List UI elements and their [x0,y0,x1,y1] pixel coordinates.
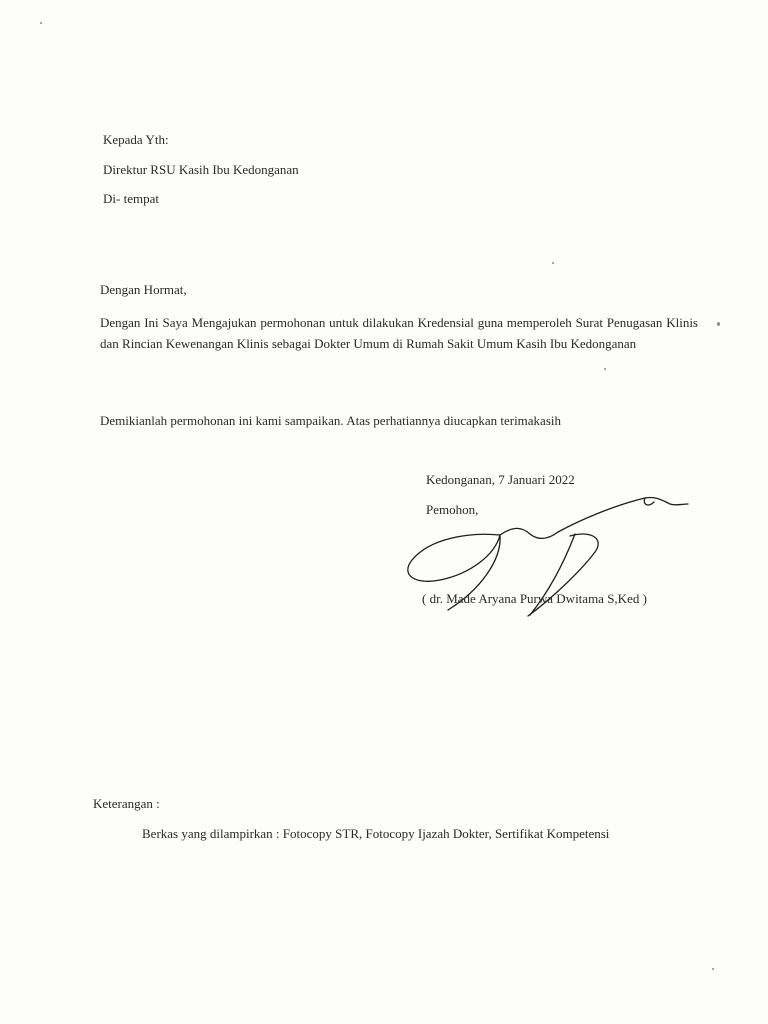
signatory-name: ( dr. Made Aryana Purwa Dwitama S,Ked ) [422,591,647,606]
notes-label: Keterangan : [93,796,160,811]
closing-statement: Demikianlah permohonan ini kami sampaikan. Atas perhatiannya diucapkan terimakasih [100,413,561,428]
place-and-date: Kedonganan, 7 Januari 2022 [426,472,575,487]
addressee-location: Di- tempat [103,191,159,206]
scan-speck [717,322,720,326]
scan-speck [712,968,714,970]
scan-speck [552,262,554,264]
addressee-recipient-label: Kepada Yth: [103,132,169,147]
letter-body: Dengan Ini Saya Mengajukan permohonan untuk dilakukan Kredensial guna memperoleh Surat Penugasan Klinis dan Rincian Kewenangan Klinis sebagai Dokter Umum di Rumah Sakit Umum Kasih Ibu Kedonganan [100,315,698,351]
salutation: Dengan Hormat, [100,282,187,297]
handwritten-signature [400,490,690,630]
scan-speck [40,22,42,24]
attachments-list: Berkas yang dilampirkan : Fotocopy STR, Fotocopy Ijazah Dokter, Sertifikat Kompetensi [142,826,610,841]
applicant-label: Pemohon, [426,502,479,517]
addressee-name: Direktur RSU Kasih Ibu Kedonganan [103,162,299,177]
scan-speck [604,368,606,370]
